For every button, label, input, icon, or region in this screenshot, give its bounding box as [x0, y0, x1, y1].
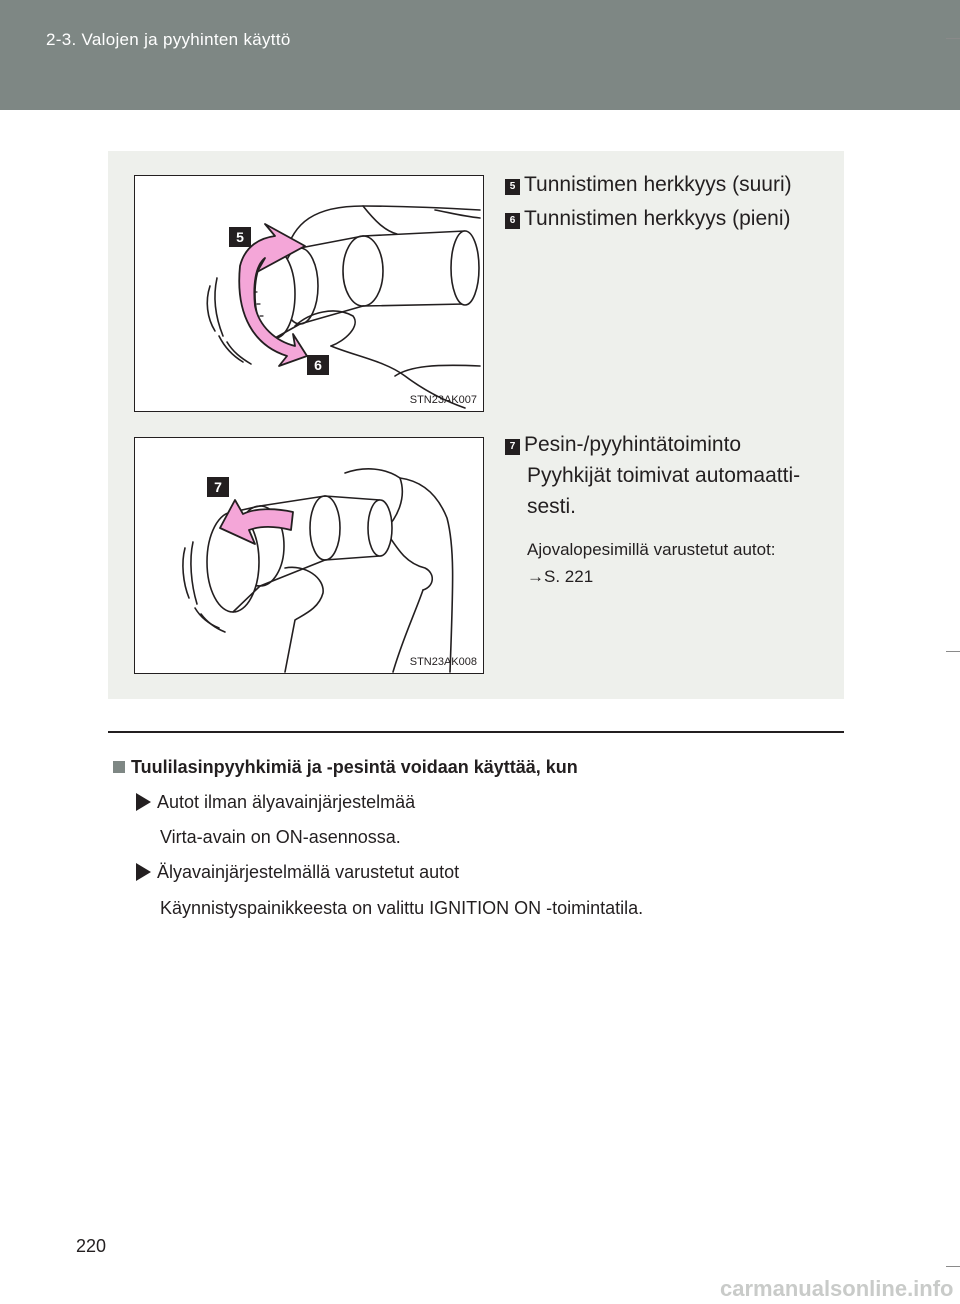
description-5: [505, 173, 792, 197]
list-item-detail: Käynnistyspainikkeesta on valittu IGNITION ON -toimintatila.: [160, 898, 644, 918]
crop-mark: [946, 651, 960, 652]
description-6-text: Tunnistimen herkkyys (pieni): [524, 207, 791, 230]
section-heading: [113, 757, 578, 778]
triangle-bullet-icon: [136, 863, 151, 881]
page-number: 220: [76, 1236, 107, 1256]
list-item: [136, 792, 415, 813]
description-6: [505, 207, 790, 231]
section-heading-text: Tuulilasinpyyhkimiä ja -pesintä voidaan käyttää, kun: [131, 757, 578, 777]
triangle-bullet-icon: [136, 793, 151, 811]
description-7-detail-line-1: Pyyhkijät toimivat automaatti-: [527, 464, 801, 487]
list-item: [136, 862, 459, 883]
list-item-detail: Virta-avain on ON-asennossa.: [160, 827, 401, 847]
description-7: [505, 433, 741, 457]
crop-mark: [946, 1266, 960, 1267]
footer-watermark-url: carmanualsonline.info: [720, 1276, 954, 1301]
number-badge-7: 7: [505, 439, 520, 455]
headlight-washer-note: [527, 536, 776, 590]
wiper-lever-rotation-illustration: [135, 176, 483, 411]
figure-washer-function: [134, 437, 484, 674]
number-badge-5: 5: [505, 179, 520, 195]
figure-code: STN23AK007: [409, 394, 477, 406]
description-7-detail-line-2: sesti.: [527, 495, 577, 518]
list-item-label: Autot ilman älyavainjärjestelmää: [157, 792, 416, 812]
callout-7: 7: [207, 477, 229, 497]
number-badge-6: 6: [505, 213, 520, 229]
section-divider: [108, 731, 844, 733]
note-page-reference: →S. 221: [527, 567, 594, 586]
list-item-label: Älyavainjärjestelmällä varustetut autot: [157, 862, 460, 882]
figure-code: STN23AK008: [409, 656, 477, 668]
callout-6: 6: [307, 355, 329, 375]
square-bullet-icon: [113, 761, 125, 773]
note-line-1: Ajovalopesimillä varustetut autot:: [527, 540, 776, 559]
figure-sensor-sensitivity: [134, 175, 484, 412]
section-title: 2-3. Valojen ja pyyhinten käyttö: [46, 30, 291, 49]
wiper-lever-push-illustration: [135, 438, 483, 673]
page-header: [0, 0, 960, 110]
description-7-text: Pesin-/pyyhintätoiminto: [524, 433, 742, 456]
callout-5: 5: [229, 227, 251, 247]
crop-mark: [946, 38, 960, 39]
description-5-text: Tunnistimen herkkyys (suuri): [524, 173, 792, 196]
